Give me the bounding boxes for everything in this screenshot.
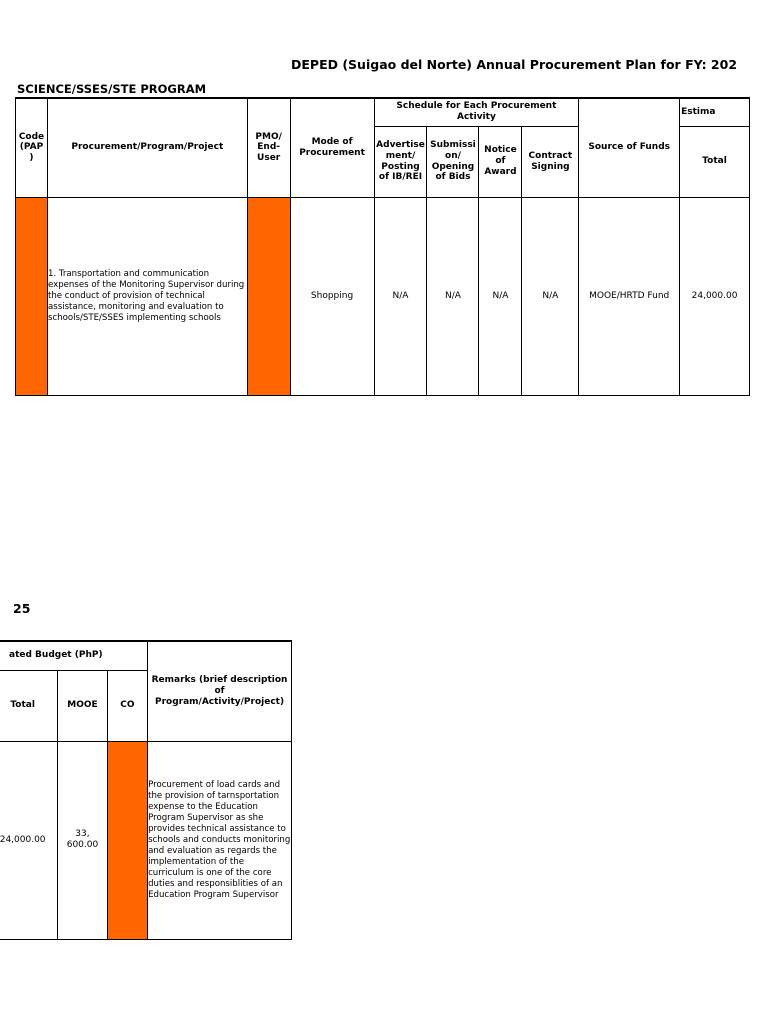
col-header-source: Source of Funds xyxy=(579,98,680,197)
col-header-notice: Notice of Award xyxy=(479,126,522,197)
cell-co xyxy=(107,741,147,939)
cell-total: 24,000.00 xyxy=(680,197,750,395)
col-header-contract: Contract Signing xyxy=(522,126,579,197)
col-header-budget: ated Budget (PhP) xyxy=(0,641,148,670)
cell-remarks: Procurement of load cards and the provision of tarnsportation expense to the Education Program Supervisor as she provides technical assistance to schools and conducts monitoring and evaluation as regards the implementation of the curriculum is one of the core duties and responsiblities of an Education Program Supervisor xyxy=(148,741,292,939)
table-row xyxy=(0,741,292,939)
col-header-total-hidden: Total xyxy=(0,670,58,741)
col-header-submission: Submissi on/ Opening of Bids xyxy=(427,126,479,197)
col-header-mooe: MOOE xyxy=(58,670,107,741)
col-header-advertisement: Advertise ment/ Posting of IB/REI xyxy=(374,126,427,197)
cell-advertisement: N/A xyxy=(374,197,427,395)
cell-source: MOOE/HRTD Fund xyxy=(579,197,680,395)
program-label: SCIENCE/SSES/STE PROGRAM xyxy=(17,82,207,96)
col-header-remarks: Remarks (brief description of Program/Activity/Project) xyxy=(148,641,292,741)
cell-contract: N/A xyxy=(522,197,579,395)
col-header-pmo: PMO/ End-User xyxy=(247,98,290,197)
cell-project: 1. Transportation and communication expenses of the Monitoring Supervisor during the conduct of provision of technical assistance, monitoring and evaluation to schools/STE/SSES implementing schools xyxy=(47,197,247,395)
cell-code xyxy=(16,197,48,395)
table-row xyxy=(16,197,750,395)
cell-notice: N/A xyxy=(479,197,522,395)
procurement-table-page-2 xyxy=(0,640,305,940)
procurement-table-page-1 xyxy=(15,97,750,397)
col-header-code: Code (PAP ) xyxy=(16,98,48,197)
col-header-project: Procurement/Program/Project xyxy=(47,98,247,197)
cell-submission: N/A xyxy=(427,197,479,395)
procurement-table-continued xyxy=(0,640,292,940)
cell-mode: Shopping xyxy=(290,197,374,395)
cell-mooe: 33, 600.00 xyxy=(58,741,107,939)
cell-pmo xyxy=(247,197,290,395)
col-header-mode: Mode of Procurement xyxy=(290,98,374,197)
document-title: DEPED (Suigao del Norte) Annual Procurement Plan for FY: 202 xyxy=(291,57,738,72)
col-header-total: Total xyxy=(680,126,750,197)
col-header-budget-partial: Estima xyxy=(680,98,750,126)
cell-total-hidden: 24,000.00 xyxy=(0,741,58,939)
document-title-continued: 25 xyxy=(13,601,31,616)
col-header-co: CO xyxy=(107,670,147,741)
col-header-schedule: Schedule for Each Procurement Activity xyxy=(374,98,579,126)
procurement-table-main xyxy=(15,97,750,396)
